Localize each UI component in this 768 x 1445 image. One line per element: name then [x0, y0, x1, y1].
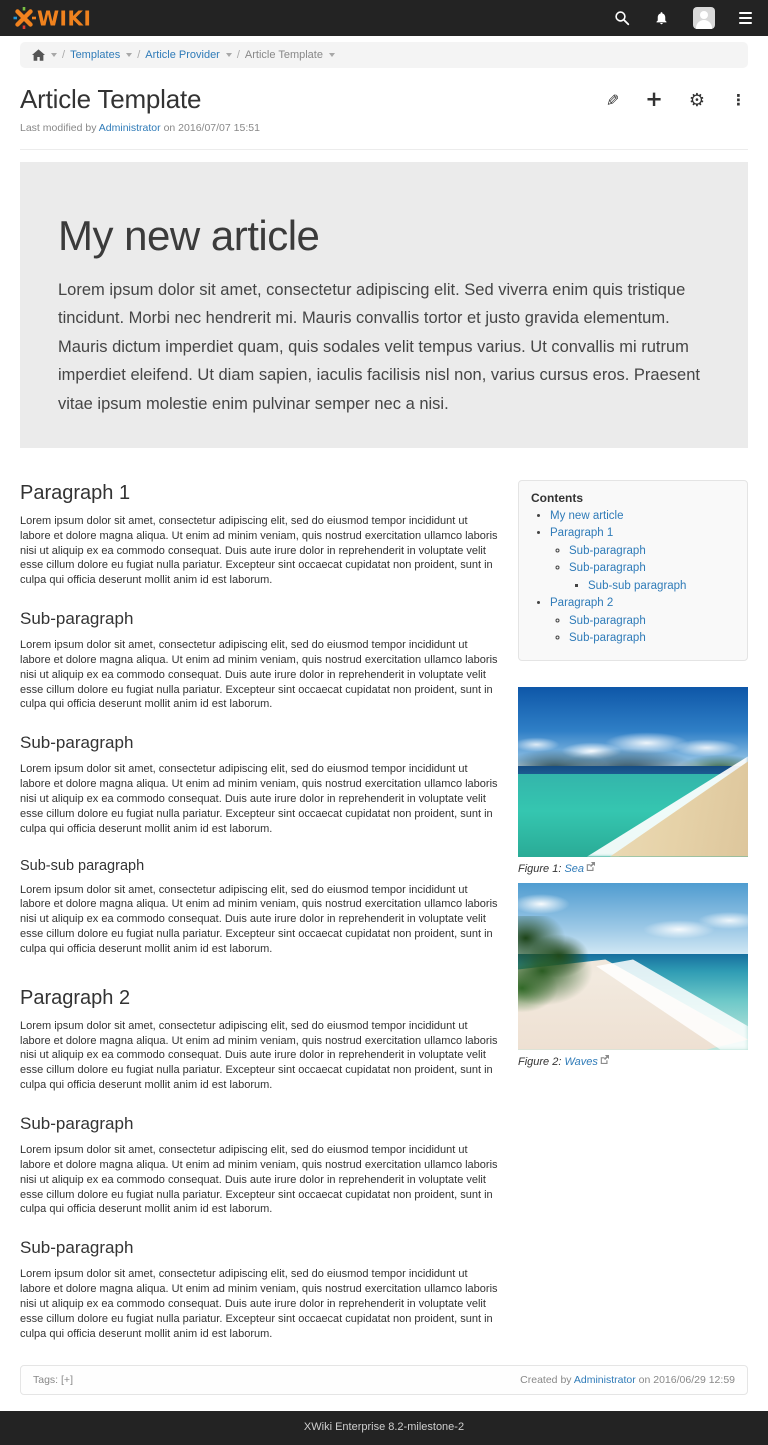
toc-item	[550, 508, 735, 525]
article-section	[20, 609, 498, 712]
created-prefix: Created by	[520, 1374, 574, 1387]
last-modified-line	[20, 122, 748, 134]
content-area	[20, 480, 748, 1354]
document-info-bar	[20, 1365, 748, 1395]
article-hero-panel	[20, 162, 748, 448]
figure-2-link-waves[interactable]: Waves	[564, 1055, 598, 1068]
settings-gear-icon[interactable]: ⚙	[688, 89, 705, 111]
figure-2-label: Figure 2:	[518, 1055, 565, 1068]
page-actions	[605, 87, 748, 111]
user-avatar[interactable]	[693, 7, 715, 29]
toc-link-sub-paragraph[interactable]: Sub-paragraph	[569, 632, 646, 645]
breadcrumb-separator: /	[236, 49, 240, 61]
breadcrumb-home-caret[interactable]	[51, 53, 57, 57]
add-plus-icon[interactable]: +	[645, 87, 663, 111]
top-navigation-bar	[0, 0, 768, 36]
article-lead-paragraph: Lorem ipsum dolor sit amet, consectetur adipiscing elit. Sed viverra enim quis tristique tincidunt. Morbi nec hendrerit mi. Mauris convallis tortor et justo gravida elementum. Mauris dictum imperdiet quam, quis sodales velit tempus varius. Ut convallis mi rutrum imperdiet eleifend. Ut diam sapien, iaculis facilisis nisl non, varius cursus eros. Praesent vitae ipsum molestie enim pulvinar semper nec a nisi.	[58, 281, 700, 413]
breadcrumb-link-templates[interactable]: Templates	[70, 49, 121, 61]
svg-text:WIKI: WIKI	[37, 6, 92, 30]
article-section	[20, 1114, 498, 1217]
table-of-contents-panel	[518, 480, 748, 661]
created-by-user-link[interactable]: Administrator	[573, 1374, 636, 1387]
breadcrumb-separator: /	[62, 49, 66, 61]
created-by-line	[520, 1374, 735, 1386]
notifications-bell-icon[interactable]	[654, 10, 669, 26]
toc-link-sub-paragraph[interactable]: Sub-paragraph	[569, 614, 646, 627]
more-options-kebab-icon[interactable]: ⋮	[731, 91, 746, 109]
article-section	[20, 987, 498, 1093]
section-body: Lorem ipsum dolor sit amet, consectetur adipiscing elit, sed do eiusmod tempor incididunt ut labore et dolore magna aliqua. Ut enim ad minim veniam, quis nostrud exercitation ullamco laboris nisi ut aliquip ex ea commodo consequat. Duis aute irure dolor in reprehenderit in voluptate velit esse cillum dolore eu fugiat nulla pariatur. Excepteur sint occaecat cupidatat non proident, sunt in culpa qui officia deserunt mollit anim id est laborum.	[20, 1019, 498, 1092]
home-icon[interactable]	[32, 49, 45, 61]
breadcrumb-current-page: Article Template	[244, 49, 323, 61]
modified-by-user-link[interactable]: Administrator	[98, 122, 161, 134]
section-body: Lorem ipsum dolor sit amet, consectetur adipiscing elit, sed do eiusmod tempor incididunt ut labore et dolore magna aliqua. Ut enim ad minim veniam, quis nostrud exercitation ullamco laboris nisi ut aliquip ex ea commodo consequat. Duis aute irure dolor in reprehenderit in voluptate velit esse cillum dolore eu fugiat nulla pariatur. Excepteur sint occaecat cupidatat non proident, sunt in culpa qui officia deserunt mollit anim id est laborum.	[20, 514, 498, 587]
article-title: My new article	[58, 212, 320, 259]
breadcrumb-link-article-provider[interactable]: Article Provider	[145, 49, 220, 61]
edit-pencil-icon[interactable]: ✎	[605, 90, 620, 110]
section-heading-sub-paragraph: Sub-paragraph	[20, 609, 134, 629]
section-heading-sub-paragraph: Sub-paragraph	[20, 1113, 134, 1133]
figure-sea	[518, 687, 748, 875]
section-body: Lorem ipsum dolor sit amet, consectetur adipiscing elit, sed do eiusmod tempor incididunt ut labore et dolore magna aliqua. Ut enim ad minim veniam, quis nostrud exercitation ullamco laboris nisi ut aliquip ex ea commodo consequat. Duis aute irure dolor in reprehenderit in voluptate velit esse cillum dolore eu fugiat nulla pariatur. Excepteur sint occaecat cupidatat non proident, sunt in culpa qui officia deserunt mollit anim id est laborum.	[20, 1268, 498, 1340]
avatar-head-shape	[700, 11, 708, 19]
toc-item	[569, 613, 735, 630]
toc-link-sub-paragraph[interactable]: Sub-paragraph	[569, 544, 646, 557]
search-icon[interactable]	[614, 10, 630, 26]
figure-1-link-sea[interactable]: Sea	[564, 862, 585, 875]
toc-link-sub-paragraph[interactable]: Sub-paragraph	[569, 562, 646, 575]
toc-item	[588, 578, 735, 595]
sidebar-column	[518, 480, 748, 1074]
sea-photo	[518, 687, 748, 857]
figure-2-caption	[518, 1055, 748, 1068]
toc-item	[550, 525, 735, 595]
menu-hamburger-icon[interactable]	[739, 12, 752, 24]
toc-link-my-new-article[interactable]: My new article	[550, 509, 624, 522]
article-section	[20, 482, 498, 588]
photo-vegetation	[518, 916, 615, 1016]
section-heading-sub-paragraph: Sub-paragraph	[20, 1238, 134, 1258]
breadcrumb-caret[interactable]	[126, 53, 132, 57]
tags-area	[33, 1374, 73, 1386]
avatar-torso-shape	[696, 20, 712, 29]
waves-photo	[518, 883, 748, 1050]
section-heading-paragraph-2: Paragraph 2	[20, 986, 131, 1009]
footer-version-bar	[0, 1411, 768, 1445]
page-title: Article Template	[20, 84, 202, 114]
add-tag-button[interactable]: [+]	[61, 1374, 73, 1387]
xwiki-logo-icon	[13, 6, 101, 30]
toc-title: Contents	[531, 490, 583, 505]
external-link-icon	[586, 862, 595, 874]
created-suffix: on 2016/06/29 12:59	[635, 1374, 735, 1387]
tags-label: Tags:	[33, 1374, 62, 1387]
article-body-column	[20, 480, 498, 1354]
article-section	[20, 858, 498, 957]
modified-prefix: Last modified by	[20, 122, 99, 134]
breadcrumb-caret[interactable]	[226, 53, 232, 57]
header-divider	[20, 149, 748, 150]
section-heading-paragraph-1: Paragraph 1	[20, 481, 131, 504]
figure-1-caption	[518, 862, 748, 875]
toc-item	[569, 543, 735, 560]
breadcrumb-caret[interactable]	[329, 53, 335, 57]
section-body: Lorem ipsum dolor sit amet, consectetur adipiscing elit, sed do eiusmod tempor incididunt ut labore et dolore magna aliqua. Ut enim ad minim veniam, quis nostrud exercitation ullamco laboris nisi ut aliquip ex ea commodo consequat. Duis aute irure dolor in reprehenderit in voluptate velit esse cillum dolore eu fugiat nulla pariatur. Excepteur sint occaecat cupidatat non proident, sunt in culpa qui officia deserunt mollit anim id est laborum.	[20, 1143, 498, 1216]
toc-item	[569, 630, 735, 647]
external-link-icon	[600, 1055, 609, 1067]
xwiki-logo[interactable]	[13, 6, 101, 30]
breadcrumb-separator: /	[137, 49, 141, 61]
section-heading-sub-paragraph: Sub-paragraph	[20, 733, 134, 753]
breadcrumb	[20, 42, 748, 68]
toc-link-paragraph-1[interactable]: Paragraph 1	[550, 527, 614, 540]
toc-link-paragraph-2[interactable]: Paragraph 2	[550, 597, 614, 610]
article-section	[20, 1238, 498, 1341]
figure-1-label: Figure 1:	[518, 862, 565, 875]
toc-item	[569, 560, 735, 595]
section-heading-sub-sub-paragraph: Sub-sub paragraph	[20, 857, 145, 874]
xwiki-version-text: XWiki Enterprise 8.2-milestone-2	[303, 1421, 465, 1434]
page-header	[20, 84, 748, 115]
section-body: Lorem ipsum dolor sit amet, consectetur adipiscing elit, sed do eiusmod tempor incididunt ut labore et dolore magna aliqua. Ut enim ad minim veniam, quis nostrud exercitation ullamco laboris nisi ut aliquip ex ea commodo consequat. Duis aute irure dolor in reprehenderit in voluptate velit esse cillum dolore eu fugiat nulla pariatur. Excepteur sint occaecat cupidatat non proident, sunt in culpa qui officia deserunt mollit anim id est laborum.	[20, 639, 498, 711]
article-section	[20, 733, 498, 836]
section-body: Lorem ipsum dolor sit amet, consectetur adipiscing elit, sed do eiusmod tempor incididunt ut labore et dolore magna aliqua. Ut enim ad minim veniam, quis nostrud exercitation ullamco laboris nisi ut aliquip ex ea commodo consequat. Duis aute irure dolor in reprehenderit in voluptate velit esse cillum dolore eu fugiat nulla pariatur. Excepteur sint occaecat cupidatat non proident, sunt in culpa qui officia deserunt mollit anim id est laborum.	[20, 763, 498, 835]
toc-item	[550, 595, 735, 647]
toc-link-sub-sub-paragraph[interactable]: Sub-sub paragraph	[588, 579, 687, 592]
modified-suffix: on 2016/07/07 15:51	[160, 122, 260, 134]
figure-waves	[518, 883, 748, 1068]
section-body: Lorem ipsum dolor sit amet, consectetur adipiscing elit, sed do eiusmod tempor incididunt ut labore et dolore magna aliqua. Ut enim ad minim veniam, quis nostrud exercitation ullamco laboris nisi ut aliquip ex ea commodo consequat. Duis aute irure dolor in reprehenderit in voluptate velit esse cillum dolore eu fugiat nulla pariatur. Excepteur sint occaecat cupidatat non proident, sunt in culpa qui officia deserunt mollit anim id est laborum.	[20, 883, 498, 955]
